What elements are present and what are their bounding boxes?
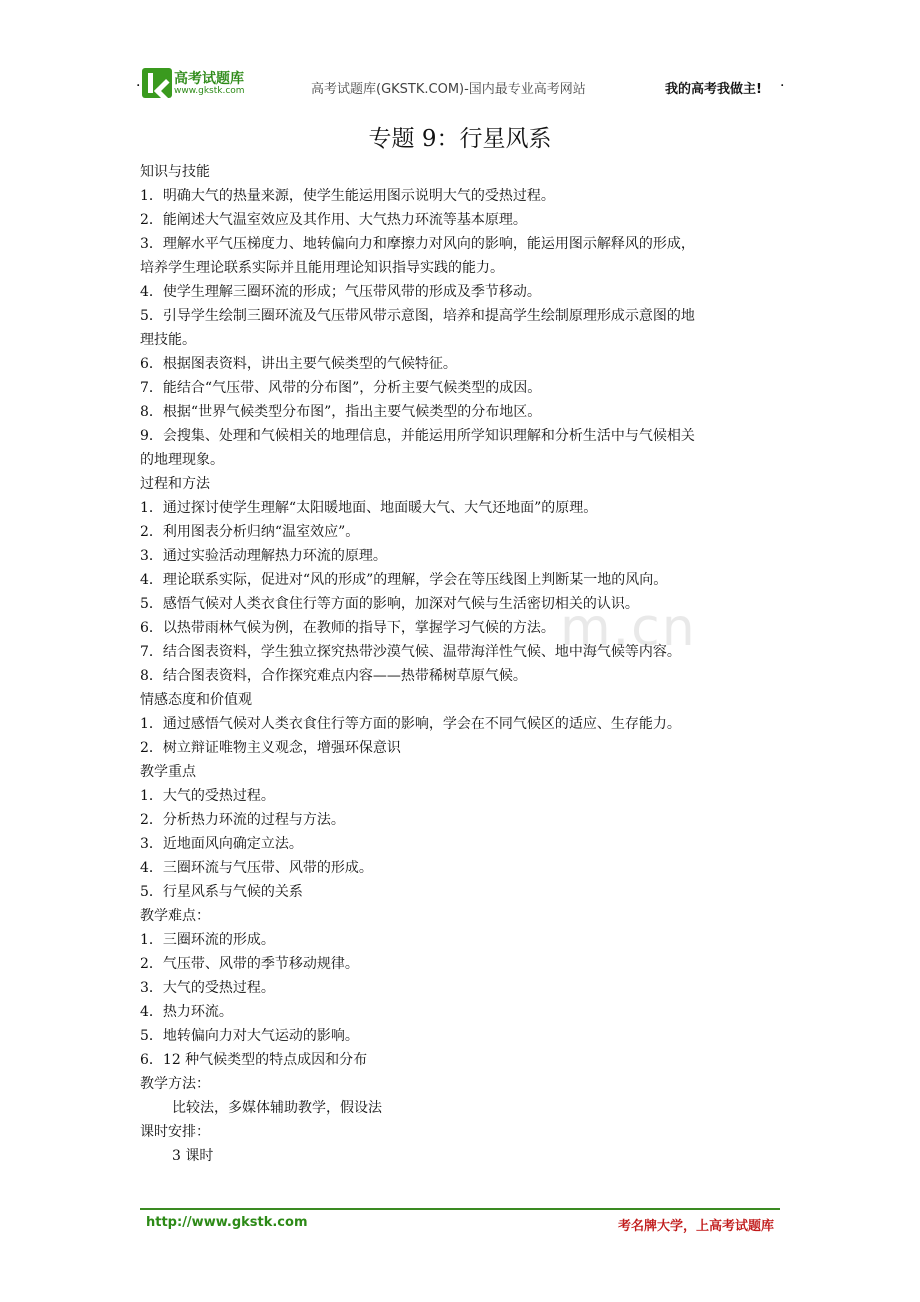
site-logo[interactable] [142,68,254,102]
body-line: 1．明确大气的热量来源，使学生能运用图示说明大气的受热过程。 [140,188,555,204]
body-line: 2．树立辩证唯物主义观念，增强环保意识 [140,740,401,756]
body-line: 教学重点 [140,764,196,780]
body-line: 1．大气的受热过程。 [140,788,275,804]
body-line: 3．通过实验活动理解热力环流的原理。 [140,548,387,564]
body-line: 2．气压带、风带的季节移动规律。 [140,956,359,972]
body-line: 1．通过探讨使学生理解“太阳暖地面、地面暖大气、大气还地面”的原理。 [140,500,598,516]
body-line: 知识与技能 [140,164,210,180]
footer-slogan: 考名牌大学，上高考试题库 [617,1219,774,1234]
body-line: 2．分析热力环流的过程与方法。 [140,812,345,828]
body-line: 过程和方法 [140,476,210,492]
page-header [0,60,920,110]
document-body [140,160,785,1168]
logo-title: 高考试题库 [174,71,244,87]
header-slogan: 我的高考我做主! [665,82,762,97]
body-line: 培养学生理论联系实际并且能用理论知识指导实践的能力。 [140,260,504,276]
body-line: 1．通过感悟气候对人类衣食住行等方面的影响，学会在不同气候区的适应、生存能力。 [140,716,681,732]
body-line: 3．大气的受热过程。 [140,980,275,996]
body-line: 8．根据“世界气候类型分布图”，指出主要气候类型的分布地区。 [140,404,542,420]
body-line: 3．理解水平气压梯度力、地转偏向力和摩擦力对风向的影响，能运用图示解释风的形成， [140,236,695,252]
logo-url: www.gkstk.com [174,86,245,96]
body-line: 7．结合图表资料，学生独立探究热带沙漠气候、温带海洋性气候、地中海气候等内容。 [140,644,681,660]
body-line: 9．会搜集、处理和气候相关的地理信息，并能运用所学知识理解和分析生活中与气候相关 [140,428,695,444]
header-dot-right: · [780,78,785,94]
body-line: 1．三圈环流的形成。 [140,932,275,948]
body-line: 6．根据图表资料，讲出主要气候类型的气候特征。 [140,356,457,372]
body-line: 6．12 种气候类型的特点成因和分布 [140,1052,368,1068]
site-tagline: 高考试题库(GKSTK.COM)-国内最专业高考网站 [311,82,586,97]
body-line: 教学难点： [140,908,210,924]
body-line: 4．热力环流。 [140,1004,233,1020]
footer-url-link[interactable]: http://www.gkstk.com [146,1215,308,1230]
body-line: 比较法，多媒体辅助教学，假设法 [172,1100,382,1116]
header-dot-left: · [136,78,141,94]
body-line: 3 课时 [172,1148,214,1164]
footer-divider [140,1208,780,1210]
body-line: 5．地转偏向力对大气运动的影响。 [140,1028,359,1044]
body-line: 情感态度和价值观 [140,692,252,708]
watermark-text: m.cn [560,598,697,658]
body-line: 课时安排： [140,1124,210,1140]
body-line: 5．行星风系与气候的关系 [140,884,303,900]
body-line: 6．以热带雨林气候为例，在教师的指导下，掌握学习气候的方法。 [140,620,555,636]
body-line: 3．近地面风向确定立法。 [140,836,303,852]
body-line: 8．结合图表资料，合作探究难点内容——热带稀树草原气候。 [140,668,527,684]
body-line: 2．能阐述大气温室效应及其作用、大气热力环流等基本原理。 [140,212,527,228]
body-line: 4．理论联系实际，促进对“风的形成”的理解，学会在等压线图上判断某一地的风向。 [140,572,668,588]
body-line: 4．使学生理解三圈环流的形成；气压带风带的形成及季节移动。 [140,284,541,300]
page-footer [140,1208,780,1236]
body-line: 2．利用图表分析归纳“温室效应”。 [140,524,360,540]
body-line: 4．三圈环流与气压带、风带的形成。 [140,860,373,876]
body-line: 教学方法： [140,1076,210,1092]
document-title: 专题 9：行星风系 [368,126,552,152]
body-line: 理技能。 [140,332,196,348]
logo-k-icon [142,68,172,98]
body-line: 5．感悟气候对人类衣食住行等方面的影响，加深对气候与生活密切相关的认识。 [140,596,639,612]
body-line: 5．引导学生绘制三圈环流及气压带风带示意图，培养和提高学生绘制原理形成示意图的地 [140,308,695,324]
body-line: 7．能结合“气压带、风带的分布图”，分析主要气候类型的成因。 [140,380,542,396]
body-line: 的地理现象。 [140,452,224,468]
